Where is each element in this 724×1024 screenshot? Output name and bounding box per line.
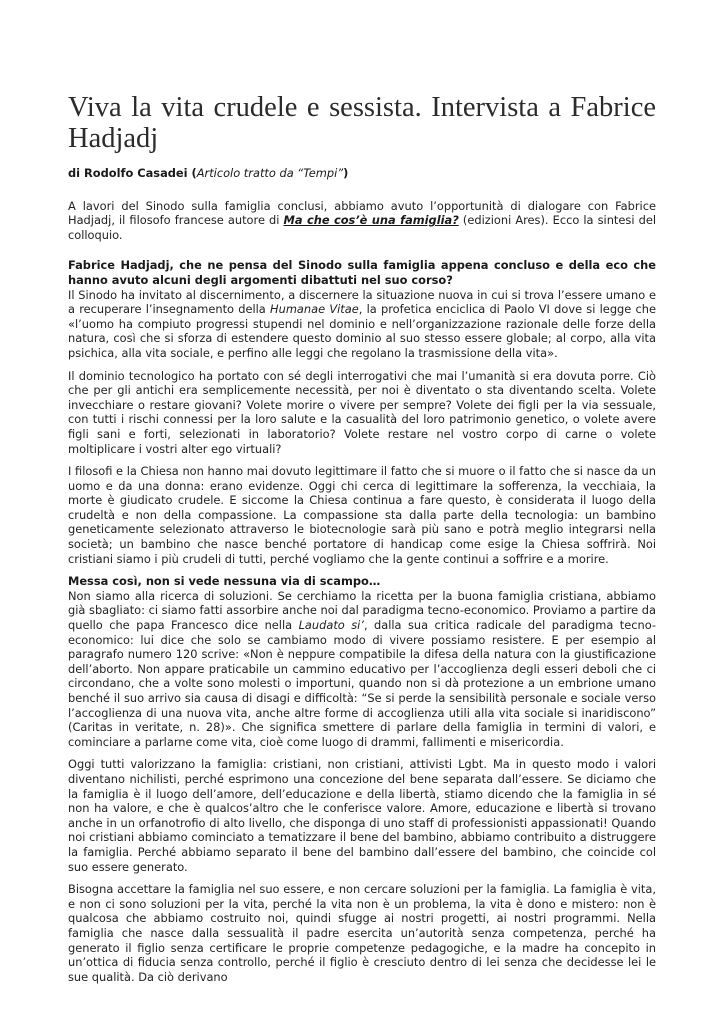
answer-1-text: Il Sinodo ha invitato al discernimento, a discernere la situazione nuova in cui si trova l’essere umano e a recuperare l’insegnamento della	[68, 287, 656, 317]
answer-2	[68, 589, 656, 750]
book-link[interactable]: Ma che cos’è una famiglia?	[283, 213, 459, 228]
byline-author: di Rodolfo Casadei (	[68, 166, 197, 180]
answer-1	[68, 288, 656, 361]
intro-text-end: (edizioni Ares). Ecco la sintesi del colloquio.	[68, 213, 656, 242]
byline	[68, 166, 656, 181]
intro-paragraph	[68, 199, 656, 243]
paragraph-5: Oggi tutti valorizzano la famiglia: cristiani, non cristiani, attivisti Lgbt. Ma in questo modo i valori diventano nichilisti, perché esprimono una concezione del bene separata dall’essere. Se diciamo che la famiglia è il luogo dell’amore, dell’educazione e della libertà, stiamo dicendo che la famiglia in sé non ha valore, e che è qualcos’altro che le conferisce valore. Amore, educazione e libertà si trovano anche in un orfanotrofio di alto livello, che disponga di uno staff di professionisti appassionati! Quando noi cristiani abbiamo cominciato a tematizzare il bene del bambino, abbiamo contribuito a distruggere la famiglia. Perché abbiamo separato il bene del bambino dall’essere del bambino, che coincide col suo essere generato.	[68, 757, 656, 874]
intro-text: A lavori del Sinodo sulla famiglia conclusi, abbiamo avuto l’opportunità di dialogare con Fabrice Hadjadj, il filosofo francese autore di	[68, 198, 656, 228]
article-title: Viva la vita crudele e sessista. Intervista a Fabrice Hadjadj	[68, 92, 656, 154]
article	[68, 92, 656, 992]
byline-source: Articolo tratto da “Tempi”	[196, 166, 344, 180]
paragraph-6: Bisogna accettare la famiglia nel suo essere, e non cercare soluzioni per la famiglia. La famiglia è vita, e non ci sono soluzioni per la vita, perché la vita non è un problema, la vita è dono e mistero: non è qualcosa che abbiamo costruito noi, quindi sfugge ai nostri progetti, ai nostri programmi. Nella famiglia che nasce dalla sessualità il padre esercita un’autorità senza competenza, perché ha generato il figlio senza certificare le proprie competenze pedagogiche, e la madre ha concepito in un’ottica di fiducia senza controllo, perché il figlio è cresciuto dentro di lei senza che decidesse lei le sue qualità. Da ciò derivano	[68, 882, 656, 984]
answer-2-italic: Laudato si’	[298, 618, 364, 633]
paragraph-2: Il dominio tecnologico ha portato con sé degli interrogativi che mai l’umanità si era dovuta porre. Ciò che per gli antichi era semplicemente necessità, per noi è diventato o sta diventando scelta. Volete invecchiare o restare giovani? Volete morire o vivere per sempre? Volete dei figli per la via sessuale, con tutti i rischi connessi per la loro salute e la casualità del loro patrimonio genetico, o volete avere figli sani e forti, selezionati in laboratorio? Volete restare nel vostro corpo di carne o volete moltiplicare i vostri alter ego virtuali?	[68, 368, 656, 456]
paragraph-3: I filosofi e la Chiesa non hanno mai dovuto legittimare il fatto che si muore o il fatto che si nasce da un uomo e da una donna: erano evidenze. Oggi chi cerca di legittimare la sofferenza, la vecchiaia, la morte è giudicato crudele. E siccome la Chiesa continua a fare questo, è considerata il luogo della crudeltà e non della compassione. La compassione sta dalla parte della tecnologia: un bambino geneticamente selezionato attraverso le biotecnologie sarà più sano e potrà meglio integrarsi nella società; un bambino che nasce benché portatore di handicap come esige la Chiesa soffrirà. Noi cristiani siamo i più crudeli di tutti, perché vogliamo che la gente continui a soffrire e a morire.	[68, 464, 656, 566]
answer-2-text: Non siamo alla ricerca di soluzioni. Se cerchiamo la ricetta per la buona famiglia cristiana, abbiamo già sbagliato: ci siamo fatti assorbire anche noi dal paradigma tecno-economico. Proviamo a partire da quello che papa Francesco dice nella	[68, 588, 656, 633]
answer-1-italic: Humanae Vitae	[270, 302, 359, 317]
answer-2-text-end: , dalla sua critica radicale del paradigma tecno-economico: lui dice che solo se cambiamo modo di vivere possiamo resistere. E per esempio al paragrafo numero 120 scrive: «Non è neppure compatibile la difesa della natura con la giustificazione dell’aborto. Non appare praticabile un cammino educativo per l’accoglienza degli esseri deboli che ci circondano, che a volte sono molesti o importuni, quando non si dà protezione a un embrione umano benché il suo arrivo sia causa di disagi e difficoltà: “Se si perde la sensibilità personale e sociale verso l’accoglienza di una nuova vita, anche altre forme di accoglienza utili alla vita sociale si inaridiscono” (Caritas in veritate, n. 28)». Che significa smettere di parlare della famiglia in termini di valori, e cominciare a parlarne come vita, cioè come luogo di drammi, fallimenti e misericordia.	[68, 618, 656, 749]
answer-1-text-end: , la profetica enciclica di Paolo VI dove si legge che «l’uomo ha compiuto progressi stupendi nel dominio e nell’organizzazione razionale delle forze della natura, così che si sforza di estendere questo dominio al suo stesso essere globale; al corpo, alla vita psichica, alla vita sociale, e perfino alle leggi che regolano la trasmissione della vita».	[68, 302, 657, 360]
question-2: Messa così, non si vede nessuna via di scampo…	[68, 574, 381, 589]
byline-close: )	[343, 166, 349, 180]
question-1: Fabrice Hadjadj, che ne pensa del Sinodo sulla famiglia appena concluso e della eco che hanno avuto alcuni degli argomenti dibattuti nel suo corso?	[68, 258, 656, 287]
